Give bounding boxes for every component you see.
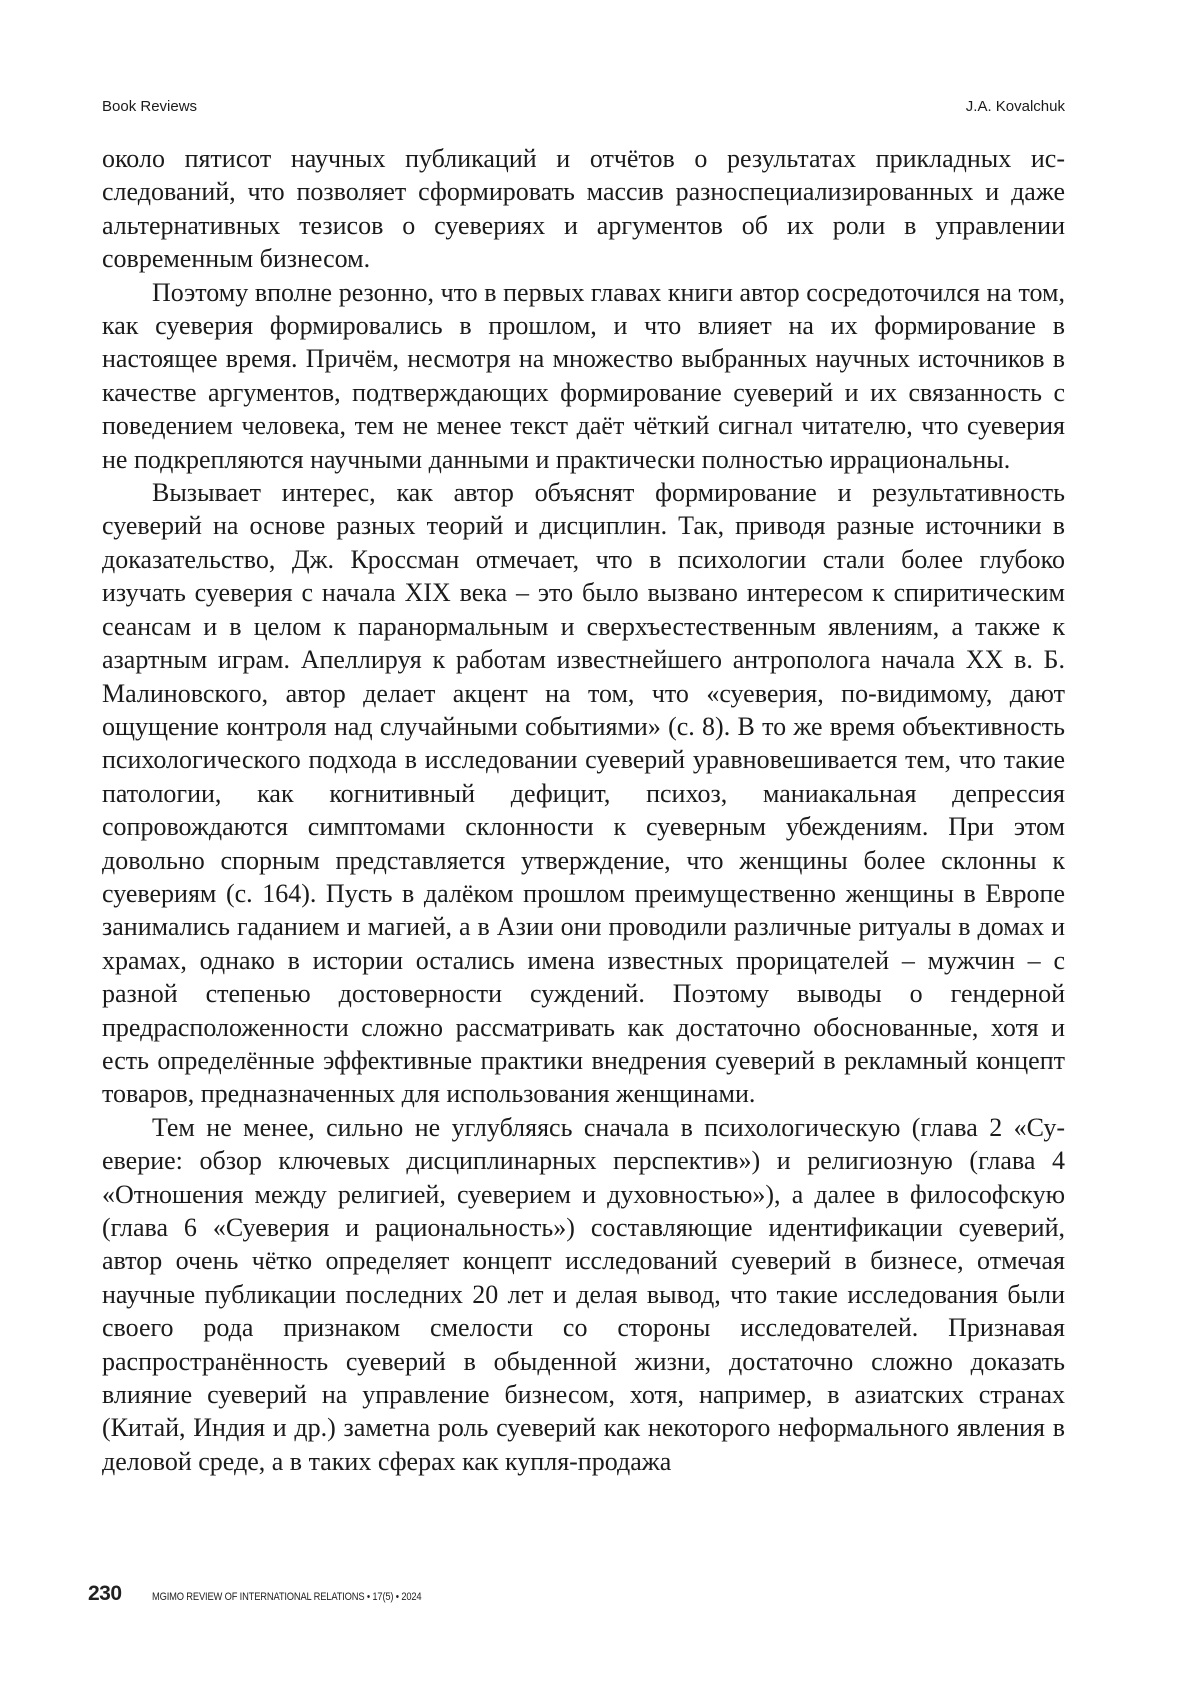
journal-citation: MGIMO REVIEW OF INTERNATIONAL RELATIONS • 17(5) • 2024: [151, 1591, 421, 1603]
page-footer: [88, 1582, 469, 1612]
page-number: 230: [88, 1582, 122, 1605]
article-author: J.A. Kovalchuk: [965, 98, 1065, 115]
paragraph: Вызывает интерес, как автор объяснят формирование и результативность суеверий на основе разных теорий и дисциплин. Так, приводя разные источники в доказательство, Дж. Кроссман отмечает, что в психологии стали более глубоко изучать суеверия с начала XIX века – это было вызвано интересом к спиритическим сеансам и в целом к паранормальным и сверхъестественным явлениям, а также к азартным играм. Апеллируя к работам известнейшего антрополога начала XX в. Б. Малиновского, автор делает акцент на том, что «суеверия, по-видимому, дают ощущение контроля над случайными событиями» (с. 8). В то же время объективность психологического подхода в исследовании суеверий уравновешивается тем, что такие патологии, как когнитивный дефицит, психоз, маниакальная депрессия сопровождаются симптомами склонности к суеверным убеждениям. При этом довольно спорным представляется утверждение, что женщины более склонны к суевериям (с. 164). Пусть в далёком прошлом преимущественно женщины в Европе занимались гаданием и магией, а в Азии они проводили различные ритуалы в домах и храмах, однако в истории остались имена известных прорицателей – мужчин – с разной степенью достоверности суждений. Поэтому выводы о гендерной предрасположенности сложно рассматривать как достаточно обоснованные, хотя и есть определённые эффективные практики внедрения суеверий в рекламный концепт товаров, предназначенных для использования женщинами.: [102, 478, 1065, 1109]
article-text: [102, 142, 1065, 1478]
paragraph: Тем не менее, сильно не углубляясь сначала в психологическую (глава 2 «Суеверие: обзор ключевых дисциплинарных перспектив») и религиозную (глава 4 «Отношения между религией, суеверием и духовностью»), а далее в философскую (глава 6 «Суеверия и рациональность») составляющие идентификации суеверий, автор очень чётко определяет концепт исследований суеверий в бизнесе, отмечая научные публикации последних 20 лет и делая вывод, что такие исследования были своего рода признаком смелости со стороны исследователей. Признавая распространённость суеверий в обыденной жизни, достаточно сложно доказать влияние суеверий на управление бизнесом, хотя, например, в азиатских странах (Китай, Индия и др.) заметна роль суеверий как некоторого неформального явления в деловой среде, а в таких сферах как купля-продажа: [102, 1112, 1065, 1476]
paragraph-continued: около пятисот научных публикаций и отчётов о результатах прикладных исследований, что позволяет сформировать массив разноспециализированных и даже альтернативных тезисов о суевериях и аргументов об их роли в управлении современным бизнесом.: [102, 144, 1065, 274]
paragraph: Поэтому вполне резонно, что в первых главах книги автор сосредоточился на том, как суеверия формировались в прошлом, и что влияет на их формирование в настоящее время. Причём, несмотря на множество выбранных научных источников в качестве аргументов, подтверждающих формирование суеверий и их связанность с поведением человека, тем не менее текст даёт чёткий сигнал читателю, что суеверия не подкрепляются научными данными и практически полностью иррациональны.: [102, 277, 1065, 474]
section-title: Book Reviews: [102, 98, 198, 115]
running-header: [102, 98, 1065, 122]
